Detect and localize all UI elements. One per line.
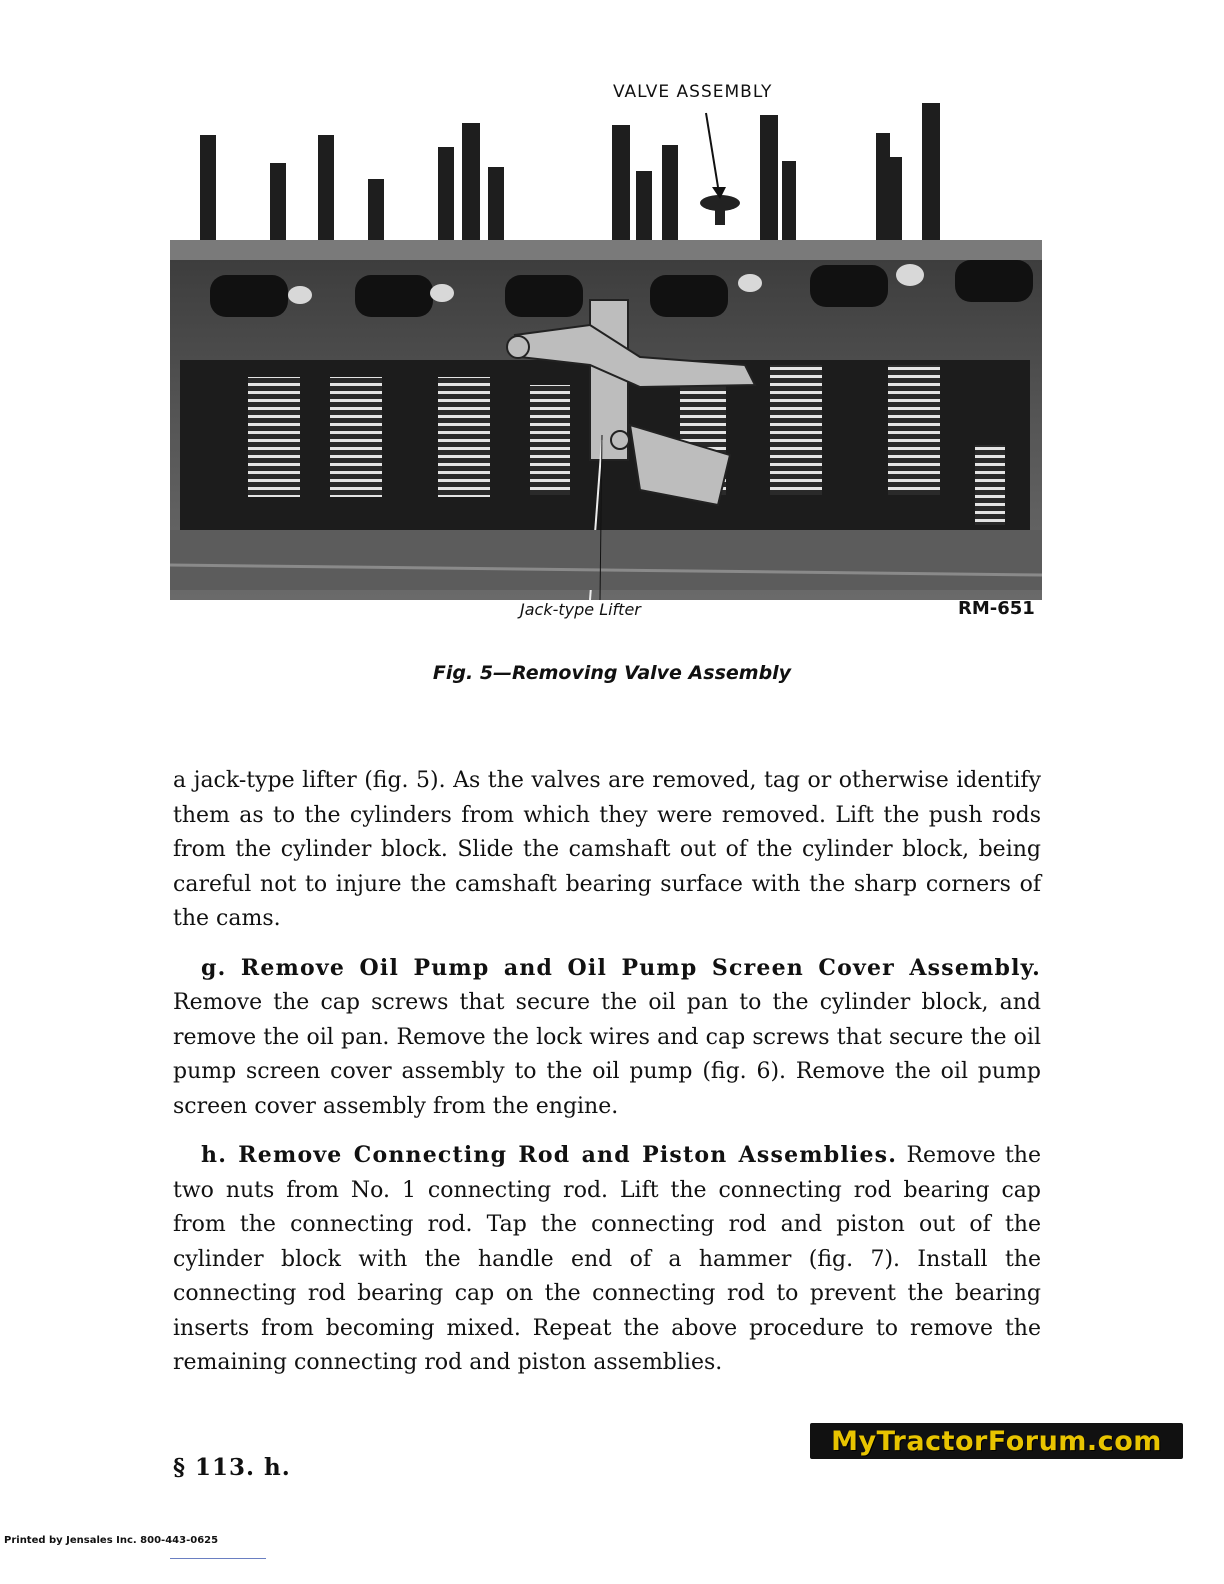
- engine-photo: [170, 95, 1042, 600]
- paragraph-h: [173, 1138, 1041, 1381]
- section-reference: § 113. h.: [173, 1454, 291, 1481]
- body-text: [173, 764, 1041, 1395]
- paragraph-f: a jack-type lifter (fig. 5). As the valves are removed, tag or otherwise identify them as to the cylinders from which they were removed. Lift the push rods from the cylinder block. Slide the camshaft out of the cylinder block, being careful not to injure the camshaft bearing surface with the sharp corners of the cams.: [173, 768, 1041, 931]
- footer-rule: [170, 1558, 266, 1559]
- text-g: Remove the cap screws that secure the oil pan to the cylinder block, and remove the oil pan. Remove the lock wires and cap screws that secure the oil pump screen cover assembly to the oil pump (fig. 6). Remove the oil pump screen cover assembly from the engine.: [173, 990, 1041, 1119]
- watermark-logo: [810, 1423, 1183, 1459]
- watermark-text: MyTractorForum.com: [831, 1425, 1162, 1457]
- figure-code: RM-651: [958, 598, 1035, 619]
- text-h: Remove the two nuts from No. 1 connecting rod. Lift the connecting rod bearing cap from the connecting rod. Tap the connecting rod and piston out of the cylinder block with the handle end of a hammer (fig. 7). Install the connecting rod bearing cap on the connecting rod to prevent the bearing inserts from becoming mixed. Repeat the above procedure to remove the remaining connecting rod and piston assemblies.: [173, 1143, 1041, 1375]
- valve-assembly-label: VALVE ASSEMBLY: [613, 82, 773, 102]
- figure-caption: Fig. 5—Removing Valve Assembly: [432, 662, 792, 684]
- paragraph-g: [173, 951, 1041, 1125]
- heading-h: h. Remove Connecting Rod and Piston Assemblies.: [201, 1142, 898, 1168]
- heading-g: g. Remove Oil Pump and Oil Pump Screen Cover Assembly.: [201, 954, 1041, 981]
- printer-credit: Printed by Jensales Inc. 800-443-0625: [4, 1535, 219, 1546]
- jack-lifter-label: Jack-type Lifter: [520, 600, 641, 619]
